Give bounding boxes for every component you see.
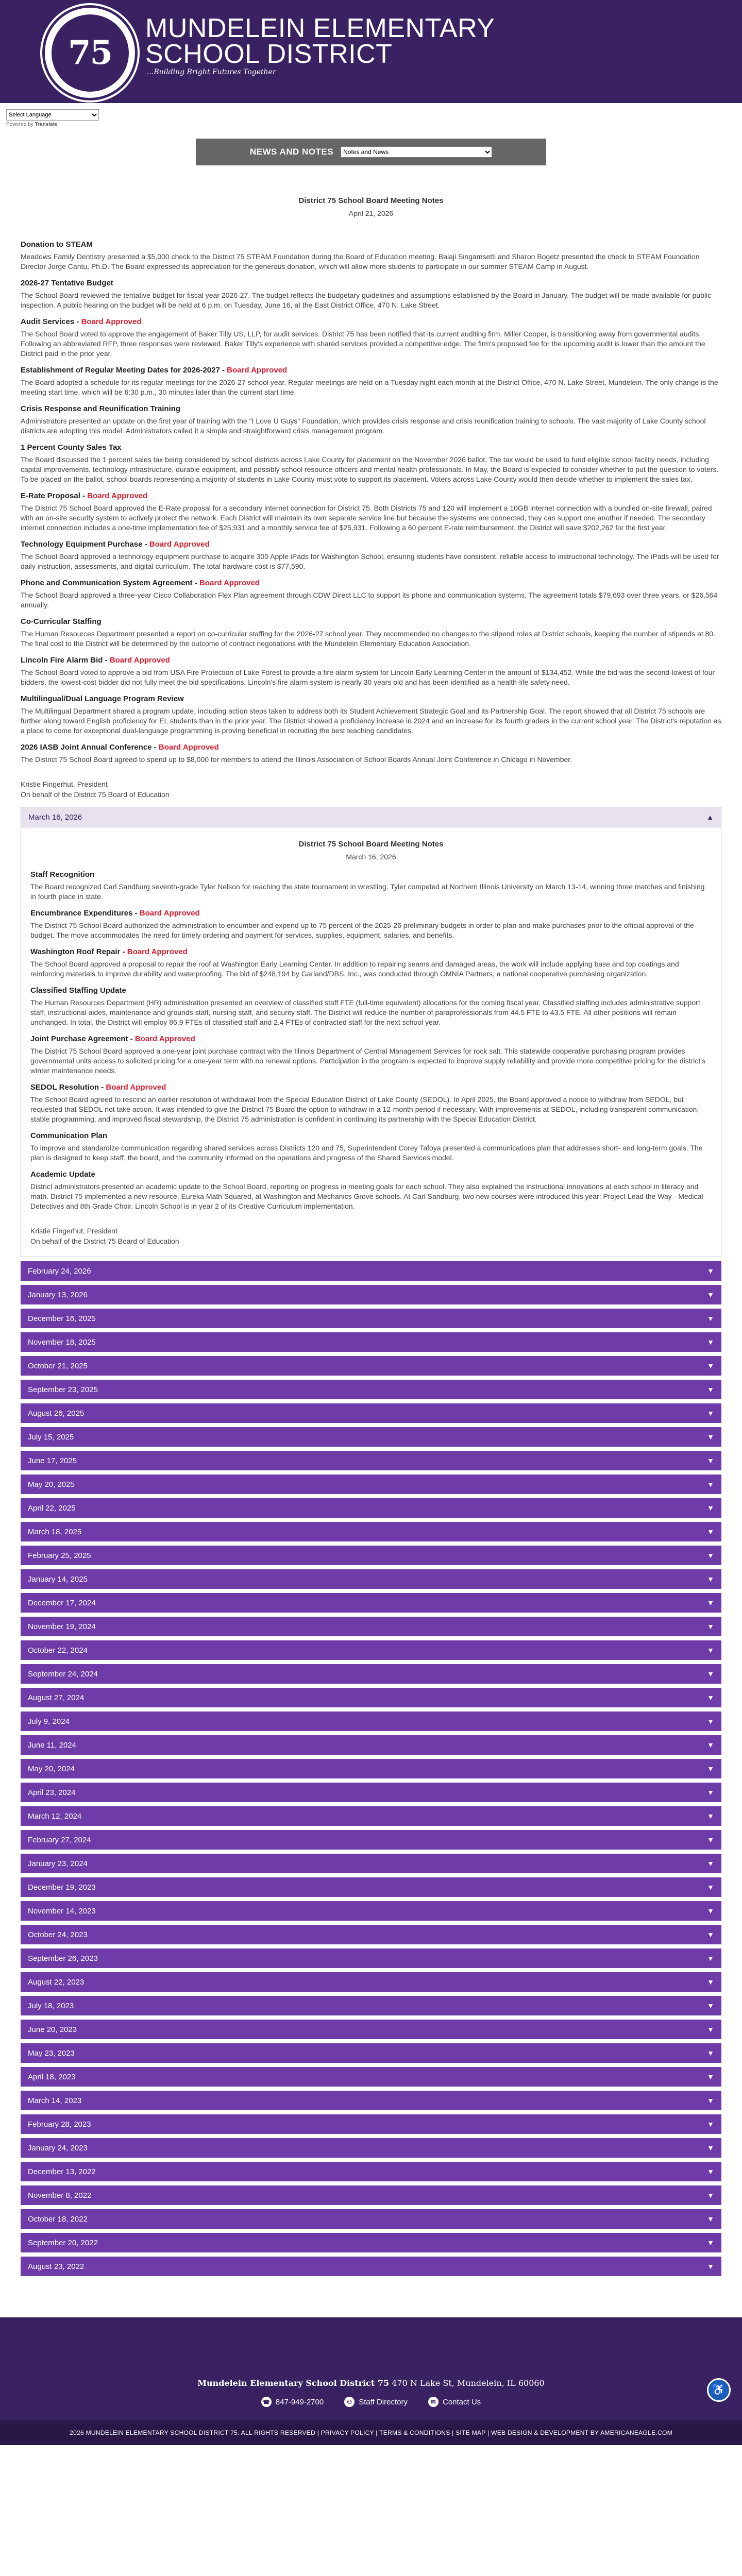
phone-icon: ☎ (261, 2397, 272, 2407)
section-title (30, 1170, 712, 1179)
accordion-item[interactable] (21, 1309, 721, 1328)
accordion-item[interactable] (21, 1356, 721, 1376)
signature (21, 779, 721, 800)
accordion-item-label: June 11, 2024 (28, 1740, 76, 1750)
accordion-item[interactable] (21, 2209, 721, 2229)
accordion-item[interactable] (21, 1427, 721, 1447)
copyright-bar[interactable]: 2026 MUNDELEIN ELEMENTARY SCHOOL DISTRICT 75. ALL RIGHTS RESERVED | PRIVACY POLICY | TERMS & CONDITIONS | SITE MAP | WEB DESIGN & DEVELOPMENT BY AMERICANEAGLE.COM (0, 2420, 742, 2445)
accordion-item-label: August 23, 2022 (28, 2262, 85, 2271)
accordion-item-label: March 12, 2024 (28, 1811, 82, 1821)
section-status-separator: - (74, 317, 81, 326)
accordion-item-label: June 17, 2025 (28, 1456, 77, 1465)
district-logo[interactable] (42, 5, 138, 100)
chevron-down-icon: ▼ (707, 1717, 714, 1725)
section-body: District administrators presented an academic update to the School Board, reporting on progress in meeting goals for each school. They also explained the instructional innovations at each school in literacy and math. District 75 implemented a new resource, Eureka Math Squared, at Washington and Mechanics Grove schools. At Carl Sandburg, two new courses were introduced this year: Project Lead the Way - Medical Detectives and 8th Grade Choir. Lincoln School is in year 2 of its Creative Curriculum implementation. (30, 1182, 703, 1210)
section-title (21, 743, 721, 752)
logo-mark: 75 (52, 14, 129, 92)
section-status-badge: Board Approved (199, 579, 260, 587)
section-body: The District 75 School Board approved the E-Rate proposal for a secondary internet connection for District 75. Both Districts 75 and 120 will implement a 10GB internet connection with a bundled on-site firewall, paired with an on-site security system to actively protect the network. Each District will maintain its own separate service line but because the systems are connected, they can support one another if needed. The secondary internet connection includes a one-time implementation fee of $25,931 and a monthly service fee of $25,931. Following a 60 percent E-rate reimbursement, the District will save $202,262 for the first year. (21, 504, 712, 532)
chevron-up-icon: ▲ (706, 813, 714, 821)
school-name[interactable] (145, 15, 495, 67)
accordion-item[interactable] (21, 1830, 721, 1850)
section-heading: 2026 IASB Joint Annual Conference (21, 743, 152, 752)
accordion-item-label: September 24, 2024 (28, 1669, 98, 1679)
section-title (21, 540, 721, 549)
section-body: To improve and standardize communication regarding shared services across Districts 120 and 75, Superintendent Corey Tafoya presented a communications plan that addresses short- and long-term goals. The plan is designed to keep staff, the board, and the community informed on the operations and progress of the Shared Services model. (30, 1144, 703, 1162)
accordion-item[interactable] (21, 2233, 721, 2252)
accordion-item-label: October 21, 2025 (28, 1361, 88, 1370)
accordion-item[interactable] (21, 1285, 721, 1304)
accordion-item-label: September 26, 2023 (28, 1954, 98, 1963)
accordion-item[interactable] (21, 1688, 721, 1707)
accordion-item-label: July 9, 2024 (28, 1717, 70, 1726)
accordion-item-label: February 24, 2026 (28, 1266, 91, 1276)
accordion-item[interactable] (21, 1498, 721, 1518)
accordion-item[interactable] (21, 1783, 721, 1802)
accordion-item-label: October 18, 2022 (28, 2214, 88, 2224)
accordion-item-label: July 15, 2025 (28, 1432, 74, 1442)
section-title (30, 1083, 712, 1092)
accordion-item-label: March 14, 2023 (28, 2096, 82, 2105)
school-name-line1: MUNDELEIN ELEMENTARY (145, 13, 495, 43)
section-heading: Classified Staffing Update (30, 986, 126, 995)
accordion-item[interactable] (21, 1617, 721, 1636)
accordion-item[interactable] (21, 1854, 721, 1873)
accordion-item[interactable] (21, 1996, 721, 2015)
section-heading: Encumbrance Expenditures (30, 909, 133, 918)
panel-signature-name: Kristie Fingerhut, President (30, 1227, 117, 1235)
accordion-item[interactable] (21, 2257, 721, 2276)
chevron-down-icon: ▼ (707, 1788, 714, 1797)
chevron-down-icon: ▼ (707, 1480, 714, 1488)
section-status-separator: - (99, 1083, 106, 1092)
chevron-down-icon: ▼ (707, 1291, 714, 1299)
section-heading: Joint Purchase Agreement (30, 1035, 128, 1043)
main-content (21, 196, 721, 2276)
chevron-down-icon: ▼ (707, 1528, 714, 1536)
accordion-item-label: November 8, 2022 (28, 2191, 92, 2200)
section-heading: Crisis Response and Reunification Training (21, 404, 181, 413)
section-status-badge: Board Approved (139, 909, 200, 918)
section-title (21, 240, 721, 249)
chevron-down-icon: ▼ (707, 1504, 714, 1512)
people-icon: ⚇ (344, 2397, 355, 2407)
contact-link[interactable] (428, 2397, 481, 2407)
section-title (30, 1035, 712, 1043)
section-body: The School Board approved a technology equipment purchase to acquire 300 Apple iPads for Washington School, ensuring students have consistent, reliable access to instructional technology. The iPads will be used for daily instruction, assessments, and digital curriculum. The total hardware cost is $77,590. (21, 552, 719, 570)
staff-directory-link[interactable] (344, 2397, 408, 2407)
section-body: The Multilingual Department shared a program update, including action steps taken to address both its Student Achievement Strategic Goal and its Partnership Goal. The report showed that all District 75 schools are further along toward English proficiency for EL students than in the prior year. The District showed a proficiency increase in 2024 and an increase for its fourth graders in the current school year. The District's reputation as a place to come for exceptional dual-language programming is proving beneficial in recruiting the best teaching candidates. (21, 707, 721, 735)
footer-street: 470 N Lake St, Mundelein, IL 60060 (392, 2378, 545, 2388)
section-body: The School Board reviewed the tentative budget for fiscal year 2026-27. The budget reflects the budgetary guidelines and assumptions established by the Board in January. The budget will be made available for public inspection. A public hearing on the budget will be held at 6 p.m. on Tuesday, June 16, at the East District Office, 470 N. Lake Street. (21, 291, 712, 309)
tagline: ...Building Bright Futures Together (147, 68, 276, 76)
section-heading: Staff Recognition (30, 870, 95, 879)
meeting-accordion (21, 807, 721, 2276)
accordion-item-label: January 24, 2023 (28, 2143, 88, 2153)
section-title (21, 317, 721, 326)
section-status-badge: Board Approved (134, 1035, 195, 1043)
accordion-item[interactable] (21, 2020, 721, 2039)
meeting-sections (21, 240, 721, 765)
accordion-item[interactable] (21, 1735, 721, 1755)
accordion-item-label: December 17, 2024 (28, 1598, 96, 1607)
section-heading: Academic Update (30, 1170, 95, 1179)
section-heading: 2026-27 Tentative Budget (21, 279, 113, 287)
accordion-item[interactable] (21, 1759, 721, 1778)
chevron-down-icon: ▼ (707, 1765, 714, 1773)
accordion-item[interactable] (21, 1403, 721, 1423)
accordion-item-label: January 23, 2024 (28, 1859, 88, 1868)
section-title (21, 404, 721, 413)
chevron-down-icon: ▼ (707, 2049, 714, 2057)
section-title (30, 947, 712, 956)
accordion-item[interactable] (21, 1261, 721, 1281)
section-body: The School Board voted to approve the engagement of Baker Tilly US, LLP, for audit services. District 75 has been notified that its current auditing firm, Miller Cooper, is transitioning away from governmental audits. Following an abbreviated RFP, three responses were reviewed. Baker Tilly's experience with shared services provided a competitive edge. The firm's proposed fee for the upcoming audit is lower than the amount the District paid in the prior year. (21, 330, 705, 358)
section-body: The School Board agreed to rescind an earlier resolution of withdrawal from the Special Education District of Lake County (SEDOL). In April 2025, the Board approved a notice to withdraw from SEDOL, but requested that SEDOL not take action. It was intended to give the District 75 Board the option to withdraw in a 12-month period if necessary. With improvements at SEDOL, including transparent communication, stable programming, and improved fiscal stewardship, the District 75 administration is confident in continuing its partnership with the Special Education District. (30, 1095, 699, 1123)
accordion-item-label: April 23, 2024 (28, 1788, 76, 1797)
phone-link[interactable] (261, 2397, 324, 2407)
section-status-separator: - (128, 1035, 135, 1043)
chevron-down-icon: ▼ (707, 1551, 714, 1560)
section-body: The Board recognized Carl Sandburg seventh-grade Tyler Nelson for reaching the state tournament in wrestling. Tyler competed at Northern Illinois University on March 13-14, winning three matches and finishing in fourth place in state. (30, 883, 705, 901)
accordion-item-label: April 22, 2025 (28, 1503, 76, 1513)
section-title (21, 579, 721, 587)
chevron-down-icon: ▼ (707, 1599, 714, 1607)
signature-name: Kristie Fingerhut, President (21, 780, 108, 788)
chevron-down-icon: ▼ (707, 2120, 714, 2128)
section-heading: Donation to STEAM (21, 240, 93, 249)
accordion-item[interactable] (21, 1948, 721, 1968)
chevron-down-icon: ▼ (707, 2191, 714, 2199)
accordion-item-open[interactable] (21, 807, 721, 827)
news-filter-bar (196, 139, 546, 165)
accordion-item-label: May 23, 2023 (28, 2048, 75, 2058)
accordion-item-label: December 13, 2022 (28, 2167, 96, 2176)
accordion-item[interactable] (21, 1569, 721, 1589)
language-select[interactable] (6, 109, 99, 121)
accordion-item[interactable] (21, 2185, 721, 2205)
powered-by-label: Powered by (6, 122, 33, 127)
section-heading: Technology Equipment Purchase (21, 540, 143, 549)
accordion-item-label: October 24, 2023 (28, 1930, 88, 1939)
accordion-item-label: November 14, 2023 (28, 1906, 96, 1916)
section-title (30, 870, 712, 879)
section-heading: Lincoln Fire Alarm Bid (21, 656, 103, 665)
chevron-down-icon: ▼ (707, 1954, 714, 1962)
accordion-item-label: May 20, 2024 (28, 1764, 75, 1773)
accordion-item-label: November 19, 2024 (28, 1622, 96, 1631)
accordion-item[interactable] (21, 1711, 721, 1731)
chevron-down-icon: ▼ (707, 1930, 714, 1939)
chevron-down-icon: ▼ (707, 2025, 714, 2033)
accordion-item-label: August 26, 2025 (28, 1409, 85, 1418)
section-status-badge: Board Approved (106, 1083, 166, 1092)
section-title (30, 1131, 712, 1140)
chevron-down-icon: ▼ (707, 1314, 714, 1323)
section-heading: 1 Percent County Sales Tax (21, 443, 122, 452)
section-status-badge: Board Approved (149, 540, 210, 549)
accordion-item-label: December 16, 2025 (28, 1314, 96, 1323)
section-heading: Audit Services (21, 317, 75, 326)
accordion-item[interactable] (21, 1640, 721, 1660)
accordion-item[interactable] (21, 2067, 721, 2087)
accordion-item[interactable] (21, 2091, 721, 2110)
accordion-item-label: September 20, 2022 (28, 2238, 98, 2247)
google-translate-widget (6, 109, 99, 127)
panel-sections (30, 870, 712, 1211)
section-heading: Communication Plan (30, 1131, 108, 1140)
accordion-item[interactable] (21, 1806, 721, 1826)
section-status-separator: - (132, 909, 140, 918)
chevron-down-icon: ▼ (707, 2096, 714, 2105)
accordion-item[interactable] (21, 1972, 721, 1992)
accordion-item-label: September 23, 2025 (28, 1385, 98, 1394)
accordion-item[interactable] (21, 1522, 721, 1541)
section-title (21, 694, 721, 703)
section-status-separator: - (220, 366, 227, 375)
accordion-item[interactable] (21, 2138, 721, 2158)
chevron-down-icon: ▼ (707, 1409, 714, 1417)
section-body: The District 75 School Board agreed to spend up to $8,000 for members to attend the Illinois Association of School Boards Annual Joint Conference in Chicago in November. (21, 755, 572, 764)
accordion-item[interactable] (21, 1475, 721, 1494)
chevron-down-icon: ▼ (707, 1385, 714, 1394)
section-status-separator: - (120, 947, 127, 956)
accordion-item[interactable] (21, 2114, 721, 2134)
section-heading: Co-Curricular Staffing (21, 617, 102, 626)
accordion-item-label: December 19, 2023 (28, 1883, 96, 1892)
phone-number: 847-949-2700 (275, 2397, 324, 2406)
accordion-item[interactable] (21, 2162, 721, 2181)
accordion-item-label: October 22, 2024 (28, 1646, 88, 1655)
section-status-badge: Board Approved (227, 366, 288, 375)
panel-signature (30, 1226, 712, 1246)
chevron-down-icon: ▼ (707, 1859, 714, 1868)
section-body: The School Board approved a three-year Cisco Collaboration Flex Plan agreement through CDW Direct LLC to support its phone and communication systems. The agreement totals $79,693 over three years, or $26,564 annually. (21, 591, 718, 609)
accordion-item-label: January 13, 2026 (28, 1290, 88, 1299)
section-title (21, 656, 721, 665)
accordion-item-label: February 25, 2025 (28, 1551, 91, 1560)
section-body: The District 75 School Board authorized the administration to encumber and expend up to 75 percent of the 2025-26 preliminary budgets in order to plan and make purchases prior to the official approval of the budget. The move accommodates the need for timely ordering and payment for services, supplies, equipment, salaries, and benefits. (30, 921, 694, 939)
chevron-down-icon: ▼ (707, 1646, 714, 1654)
section-status-separator: - (80, 492, 88, 500)
chevron-down-icon: ▼ (707, 2262, 714, 2270)
news-label: NEWS AND NOTES (249, 147, 334, 157)
accordion-item[interactable] (21, 1593, 721, 1613)
accordion-item[interactable] (21, 2043, 721, 2063)
section-status-separator: - (142, 540, 149, 549)
chevron-down-icon: ▼ (707, 1267, 714, 1275)
site-header (0, 0, 742, 103)
accordion-item-label: May 20, 2025 (28, 1480, 75, 1489)
section-title (21, 617, 721, 626)
chevron-down-icon: ▼ (707, 2073, 714, 2081)
chevron-down-icon: ▼ (707, 1622, 714, 1631)
section-title (30, 909, 712, 918)
accordion-item-label: February 28, 2023 (28, 2120, 91, 2129)
section-heading: Establishment of Regular Meeting Dates for 2026-2027 (21, 366, 220, 375)
chevron-down-icon: ▼ (707, 1883, 714, 1891)
section-body: The Human Resources Department presented a report on co-curricular staffing for the 2026-27 school year. They recommended no changes to the stipend roles at District schools, keeping the number of stipends at 80. The final cost to the District will be determined by the outcome of contract negotiations with the Mundelein Elementary Education Association. (21, 630, 716, 648)
section-status-badge: Board Approved (109, 656, 170, 665)
accordion-item[interactable] (21, 1332, 721, 1352)
chevron-down-icon: ▼ (707, 1338, 714, 1346)
powered-by (6, 122, 99, 127)
accordion-item-label: November 18, 2025 (28, 1337, 96, 1347)
section-status-badge: Board Approved (81, 317, 142, 326)
chevron-down-icon: ▼ (707, 1741, 714, 1749)
accordion-panel (21, 827, 721, 1257)
accordion-item-label: March 18, 2025 (28, 1527, 82, 1536)
mail-icon: ✉ (428, 2397, 439, 2407)
section-heading: Multilingual/Dual Language Program Review (21, 694, 184, 703)
section-title (21, 366, 721, 375)
accordion-item-label: March 16, 2026 (28, 812, 82, 822)
staff-directory-label: Staff Directory (359, 2397, 408, 2406)
section-body: The School Board voted to approve a bid from USA Fire Protection of Lake Forest to provide a fire alarm system for Lincoln Early Learning Center in the amount of $134,452. While the bid was the second-lowest of four bidders, the lowest-cost bidder did not fully meet the bid specifications. Lincoln's fire alarm system is nearly 30 years old and has been identified as a health-life safety need. (21, 668, 715, 686)
chevron-down-icon: ▼ (707, 1362, 714, 1370)
section-body: Administrators presented an update on the first year of training with the "I Love U Guys" Foundation, which provides crisis response and crisis reunification training to schools. The vast majority of Lake County school districts are adopting this model. Administrators called it a simple and straightforward crisis management program. (21, 417, 706, 435)
section-title (21, 279, 721, 287)
school-name-line2: SCHOOL DISTRICT (145, 39, 393, 69)
chevron-down-icon: ▼ (707, 1812, 714, 1820)
accordion-item[interactable] (21, 1664, 721, 1684)
accordion-item[interactable] (21, 1877, 721, 1897)
section-status-separator: - (103, 656, 110, 665)
section-status-badge: Board Approved (158, 743, 219, 752)
accordion-item-label: April 18, 2023 (28, 2072, 76, 2081)
news-category-select[interactable] (341, 146, 492, 158)
accordion-item-label: February 27, 2024 (28, 1835, 91, 1844)
footer-links (0, 2397, 742, 2407)
section-body: The Board discussed the 1 percent sales tax being considered by school districts across Lake County for placement on the November 2026 ballot. The tax would be used to fund eligible school facility needs, including capital improvements, technology infrastructure, durable equipment, and possibly school resource officers and mental health professionals. In May, the Board is expected to consider whether to put the question to voters. To be placed on the ballot, school boards representing a majority of students in Lake County must vote to support its placement. Voters across Lake County would then decide whether to implement the sales tax. (21, 455, 719, 483)
meeting-date: April 21, 2026 (348, 209, 394, 217)
contact-label: Contact Us (442, 2397, 481, 2406)
section-heading: SEDOL Resolution (30, 1083, 99, 1092)
section-body: The Board adopted a schedule for its regular meetings for the 2026-27 school year. Regular meetings are held on a Tuesday night each month at the District Office, 470 N. Lake Street, Mundelein. The only change is the meeting start time, which will be 6:30 p.m., 30 minutes later than the current start time. (21, 378, 718, 396)
panel-signature-org: On behalf of the District 75 Board of Education (30, 1237, 179, 1245)
accordion-closed-list (21, 1261, 721, 2276)
footer-address (0, 2378, 742, 2388)
accordion-item-label: July 18, 2023 (28, 2001, 74, 2010)
section-title (30, 986, 712, 995)
chevron-down-icon: ▼ (707, 2144, 714, 2152)
section-heading: Washington Roof Repair (30, 947, 121, 956)
accordion-item[interactable] (21, 1546, 721, 1565)
chevron-down-icon: ▼ (707, 1693, 714, 1702)
chevron-down-icon: ▼ (707, 1575, 714, 1583)
section-status-separator: - (151, 743, 159, 752)
section-heading: E-Rate Proposal (21, 492, 80, 500)
accordion-item-label: August 27, 2024 (28, 1693, 85, 1702)
accordion-item-label: August 22, 2023 (28, 1977, 85, 1987)
chevron-down-icon: ▼ (707, 2215, 714, 2223)
accordion-item-label: January 14, 2025 (28, 1574, 88, 1584)
site-footer (0, 2317, 742, 2420)
section-body: The School Board approved a proposal to repair the roof at Washington Early Learning Center. In addition to repairing seams and damaged areas, the work will include applying base and top coatings and reinforcing materials to improve durability and waterproofing. The bid of $248,194 by Garland/DBS, Inc., was conducted through OMNIA Partners, a national cooperative purchasing organization. (30, 960, 679, 978)
chevron-down-icon: ▼ (707, 2002, 714, 2010)
chevron-down-icon: ▼ (707, 1456, 714, 1465)
section-status-separator: - (192, 579, 200, 587)
chevron-down-icon: ▼ (707, 1836, 714, 1844)
accordion-item[interactable] (21, 1925, 721, 1944)
translate-brand[interactable]: Translate (35, 122, 58, 127)
section-title (21, 443, 721, 452)
signature-org: On behalf of the District 75 Board of Education (21, 790, 170, 799)
accordion-item-label: June 20, 2023 (28, 2025, 77, 2034)
chevron-down-icon: ▼ (707, 1907, 714, 1915)
meeting-title: District 75 School Board Meeting Notes (298, 196, 444, 205)
section-body: Meadows Family Dentistry presented a $5,000 check to the District 75 STEAM Foundation during the Board of Education meeting. Balaji Singamsetti and Sharon Bogetz presented the check to STEAM Foundation Director Jorge Cantu, Ph.D. The Board expressed its appreciation for the generous donation, which will allow more students to participate in our summer STEAM Camp in August. (21, 252, 700, 270)
section-body: The Human Resources Department (HR) administration presented an overview of classified staff FTE (full-time equivalent) allocations for the coming fiscal year. Classified staffing includes administrative support staff, instructional aides, maintenance and grounds staff, nursing staff, and security staff. The District will reduce the number of paraprofessionals from 44.5 FTE to 43.5 FTE. All other positions will remain unchanged. In total, the District will employ 86.9 FTEs of classified staff and 2.4 FTEs of contracted staff for the next school year. (30, 998, 700, 1026)
chevron-down-icon: ▼ (707, 1433, 714, 1441)
accordion-item[interactable] (21, 1380, 721, 1399)
section-body: The District 75 School Board approved a one-year joint purchase contract with the Illinois Department of Central Management Services for rock salt. This statewide cooperative purchasing program provides governmental units access to solicited pricing for a one-year term with no renewal options. Participation in the program is expected to improve supply reliability and provide more competitive pricing for the district's winter maintenance needs. (30, 1047, 705, 1075)
chevron-down-icon: ▼ (707, 1978, 714, 1986)
accessibility-icon[interactable]: ♿ (707, 2378, 731, 2402)
panel-meeting-date: March 16, 2026 (346, 853, 396, 861)
accordion-item[interactable] (21, 1451, 721, 1470)
footer-district-name: Mundelein Elementary School District 75 (197, 2378, 390, 2388)
section-status-badge: Board Approved (127, 947, 188, 956)
chevron-down-icon: ▼ (707, 2167, 714, 2176)
accordion-item[interactable] (21, 1901, 721, 1921)
section-title (21, 492, 721, 500)
panel-meeting-title: District 75 School Board Meeting Notes (298, 840, 444, 849)
section-heading: Phone and Communication System Agreement (21, 579, 193, 587)
chevron-down-icon: ▼ (707, 2239, 714, 2247)
section-status-badge: Board Approved (87, 492, 148, 500)
chevron-down-icon: ▼ (707, 1670, 714, 1678)
